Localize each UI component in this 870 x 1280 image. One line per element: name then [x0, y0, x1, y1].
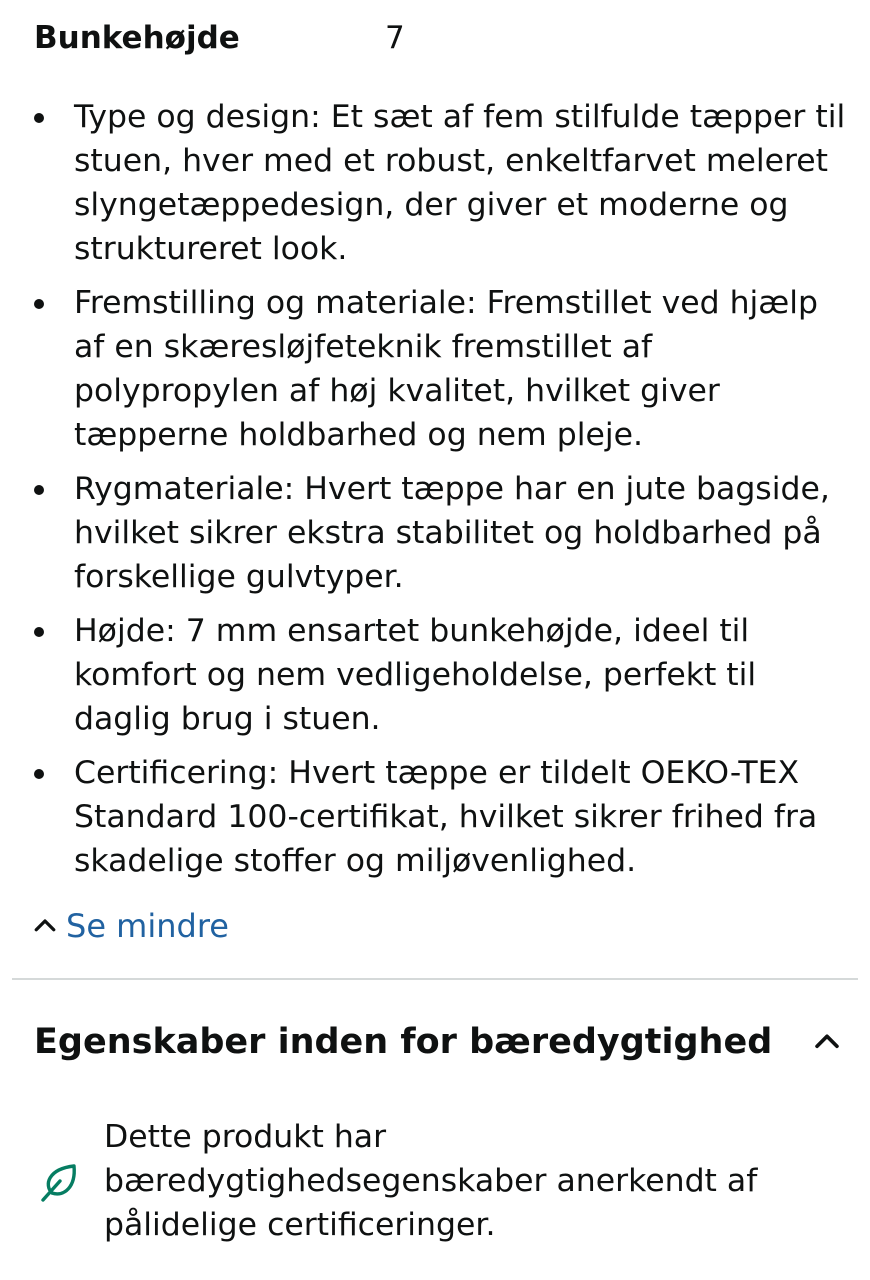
bullet-dot-icon: [34, 485, 44, 495]
bullet-dot-icon: [34, 769, 44, 779]
bullet-dot-icon: [34, 299, 44, 309]
sustainability-info: [38, 1115, 838, 1247]
spec-row: [34, 14, 834, 62]
feature-bullet: [0, 751, 870, 883]
bullet-dot-icon: [34, 113, 44, 123]
feature-bullet-text: Højde: 7 mm ensartet bunkehøjde, ideel til komfort og nem vedligeholdelse, perfekt til daglig brug i stuen.: [74, 613, 757, 737]
sustainability-section-toggle[interactable]: [34, 1016, 844, 1068]
spec-label: Bunkehøjde: [34, 20, 240, 56]
feature-bullet-text: Rygmateriale: Hvert tæppe har en jute bagside, hvilket sikrer ekstra stabilitet og holdbarhed på forskellige gulvtyper.: [74, 471, 830, 595]
feature-bullet: [0, 281, 870, 457]
sustainability-section-title: Egenskaber inden for bæredygtighed: [34, 1022, 773, 1062]
feature-bullet-list: [0, 95, 870, 893]
feature-bullet-text: Certificering: Hvert tæppe er tildelt OEKO-TEX Standard 100-certifikat, hvilket sikrer frihed fra skadelige stoffer og miljøvenlighed.: [74, 755, 818, 879]
feature-bullet-text: Type og design: Et sæt af fem stilfulde tæpper til stuen, hver med et robust, enkeltfarvet meleret slyngetæppedesign, der giver et moderne og struktureret look.: [74, 99, 846, 267]
leaf-icon: [38, 1159, 82, 1203]
see-less-link[interactable]: [30, 903, 229, 949]
spec-value: 7: [385, 20, 405, 56]
feature-bullet-text: Fremstilling og materiale: Fremstillet ved hjælp af en skæresløjfeteknik fremstillet af polypropylen af høj kvalitet, hvilket giver tæpperne holdbarhed og nem pleje.: [74, 285, 818, 453]
feature-bullet: [0, 609, 870, 741]
chevron-up-icon: [810, 1025, 844, 1059]
bullet-dot-icon: [34, 627, 44, 637]
feature-bullet: [0, 95, 870, 271]
chevron-up-icon: [30, 911, 60, 941]
sustainability-text: Dette produkt har bæredygtighedsegenskaber anerkendt af pålidelige certificeringer.: [104, 1119, 758, 1243]
feature-bullet: [0, 467, 870, 599]
section-divider: [12, 978, 858, 980]
see-less-label: Se mindre: [66, 907, 229, 945]
